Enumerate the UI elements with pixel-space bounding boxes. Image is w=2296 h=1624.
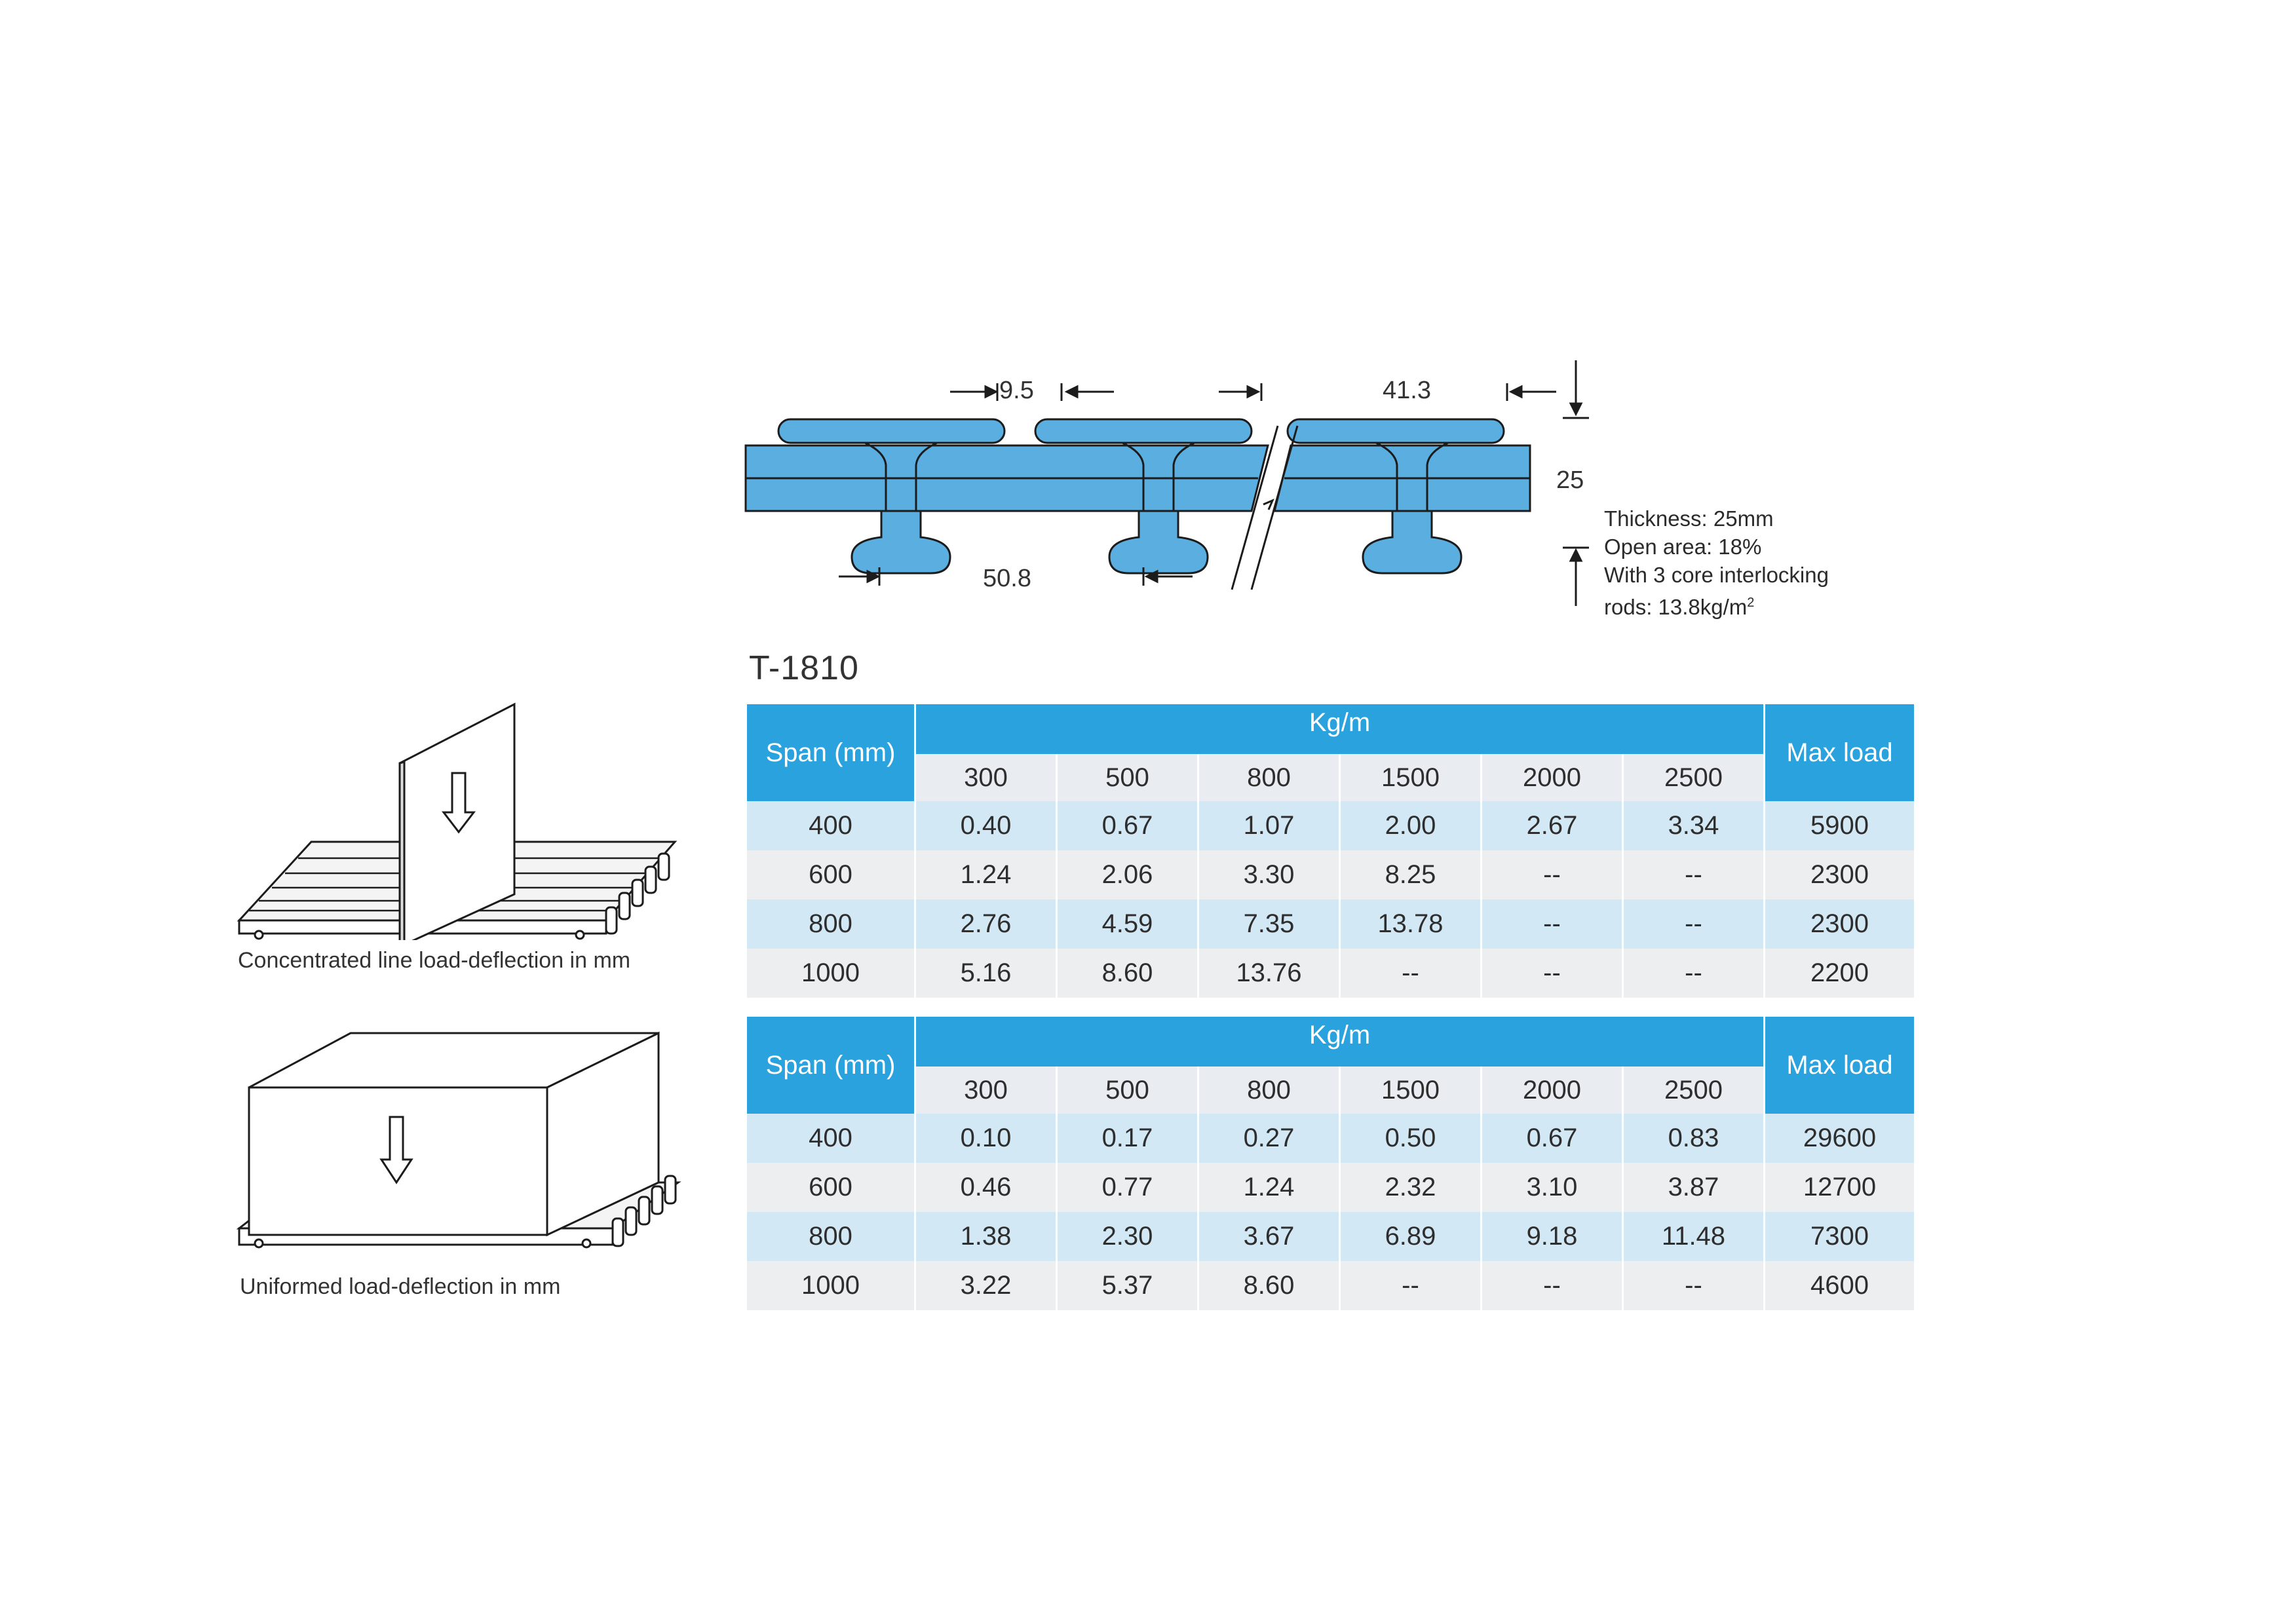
table-cell: 0.10 (916, 1114, 1056, 1163)
row-span: 800 (747, 1212, 914, 1261)
table-cell: -- (1624, 1261, 1763, 1310)
row-span: 1000 (747, 1261, 914, 1310)
dim-thickness-label: 25 (1556, 466, 1584, 494)
table-cell: 0.77 (1058, 1163, 1197, 1212)
row-max-load: 2300 (1765, 899, 1914, 949)
header-weight: 1500 (1341, 1067, 1480, 1114)
table-cell: -- (1624, 949, 1763, 998)
line-load-table (747, 704, 1900, 998)
table-cell: 2.32 (1341, 1163, 1480, 1212)
header-weight: 500 (1058, 1067, 1197, 1114)
header-weight: 2000 (1482, 754, 1622, 801)
table-cell: -- (1482, 949, 1622, 998)
row-span: 600 (747, 850, 914, 899)
table-cell: 1.38 (916, 1212, 1056, 1261)
table-cell: 3.67 (1199, 1212, 1339, 1261)
header-span: Span (mm) (747, 704, 914, 801)
table-cell: 0.27 (1199, 1114, 1339, 1163)
header-weight: 1500 (1341, 754, 1480, 801)
spec-block (1604, 504, 1829, 621)
table-cell: 1.24 (1199, 1163, 1339, 1212)
table-cell: -- (1482, 899, 1622, 949)
table-cell: 0.40 (916, 801, 1056, 850)
uniform-load-illustration (233, 1025, 691, 1261)
table-cell: 1.07 (1199, 801, 1339, 850)
spec-thickness: Thickness: 25mm (1604, 506, 1774, 531)
row-max-load: 12700 (1765, 1163, 1914, 1212)
table-cell: 3.10 (1482, 1163, 1622, 1212)
table-cell: -- (1341, 1261, 1480, 1310)
table-cell: 3.30 (1199, 850, 1339, 899)
header-max-load: Max load (1765, 1017, 1914, 1114)
table-cell: 3.22 (916, 1261, 1056, 1310)
table-cell: 4.59 (1058, 899, 1197, 949)
header-weight: 2500 (1624, 754, 1763, 801)
table-cell: 8.25 (1341, 850, 1480, 899)
row-max-load: 2300 (1765, 850, 1914, 899)
header-span: Span (mm) (747, 1017, 914, 1114)
table-cell: 13.76 (1199, 949, 1339, 998)
header-max-load: Max load (1765, 704, 1914, 801)
table-cell: -- (1482, 850, 1622, 899)
table-cell: -- (1341, 949, 1480, 998)
table-cell: 2.76 (916, 899, 1056, 949)
table-cell: 3.34 (1624, 801, 1763, 850)
table-cell: 0.83 (1624, 1114, 1763, 1163)
table-cell: 8.60 (1058, 949, 1197, 998)
spec-rods-line1: With 3 core interlocking (1604, 563, 1829, 587)
table-cell: 11.48 (1624, 1212, 1763, 1261)
spec-rods-line2 (1604, 589, 1829, 621)
header-kgm: Kg/m (916, 1017, 1763, 1067)
table-cell: 2.00 (1341, 801, 1480, 850)
spec-open-area: Open area: 18% (1604, 535, 1762, 559)
uniform-load-table (747, 1017, 1900, 1310)
header-weight: 2500 (1624, 1067, 1763, 1114)
header-weight: 500 (1058, 754, 1197, 801)
table-cell: 7.35 (1199, 899, 1339, 949)
table-cell: 1.24 (916, 850, 1056, 899)
dim-gap-label: 50.8 (983, 565, 1031, 592)
table-cell: 0.67 (1482, 1114, 1622, 1163)
uniform-load-caption: Uniformed load-deflection in mm (240, 1274, 561, 1299)
table-cell: 5.37 (1058, 1261, 1197, 1310)
table-cell: 3.87 (1624, 1163, 1763, 1212)
table-cell: 9.18 (1482, 1212, 1622, 1261)
table-cell: -- (1624, 850, 1763, 899)
table-cell: 5.16 (916, 949, 1056, 998)
table-cell: 6.89 (1341, 1212, 1480, 1261)
header-weight: 800 (1199, 754, 1339, 801)
table-cell: 2.06 (1058, 850, 1197, 899)
header-weight: 300 (916, 754, 1056, 801)
row-max-load: 7300 (1765, 1212, 1914, 1261)
dim-width-label: 41.3 (1383, 377, 1431, 404)
table-cell: 2.67 (1482, 801, 1622, 850)
table-cell: 0.67 (1058, 801, 1197, 850)
table-cell: 0.17 (1058, 1114, 1197, 1163)
row-span: 600 (747, 1163, 914, 1212)
row-span: 400 (747, 1114, 914, 1163)
header-weight: 800 (1199, 1067, 1339, 1114)
spec-rods-text: rods: 13.8kg/m (1604, 595, 1748, 619)
table-cell: 0.50 (1341, 1114, 1480, 1163)
row-max-load: 29600 (1765, 1114, 1914, 1163)
grating-profile-drawing (734, 347, 1638, 635)
row-max-load: 5900 (1765, 801, 1914, 850)
header-weight: 2000 (1482, 1067, 1622, 1114)
header-weight: 300 (916, 1067, 1056, 1114)
row-span: 400 (747, 801, 914, 850)
line-load-caption: Concentrated line load-deflection in mm (238, 948, 631, 973)
model-title: T-1810 (749, 649, 859, 687)
row-span: 800 (747, 899, 914, 949)
dim-pitch-label: 9.5 (999, 377, 1034, 404)
table-cell: 13.78 (1341, 899, 1480, 949)
row-span: 1000 (747, 949, 914, 998)
table-cell: 0.46 (916, 1163, 1056, 1212)
row-max-load: 2200 (1765, 949, 1914, 998)
table-cell: -- (1624, 899, 1763, 949)
table-cell: 2.30 (1058, 1212, 1197, 1261)
table-cell: -- (1482, 1261, 1622, 1310)
row-max-load: 4600 (1765, 1261, 1914, 1310)
spec-rods-superscript: 2 (1747, 595, 1755, 610)
header-kgm: Kg/m (916, 704, 1763, 754)
table-cell: 8.60 (1199, 1261, 1339, 1310)
line-load-illustration (233, 698, 691, 940)
